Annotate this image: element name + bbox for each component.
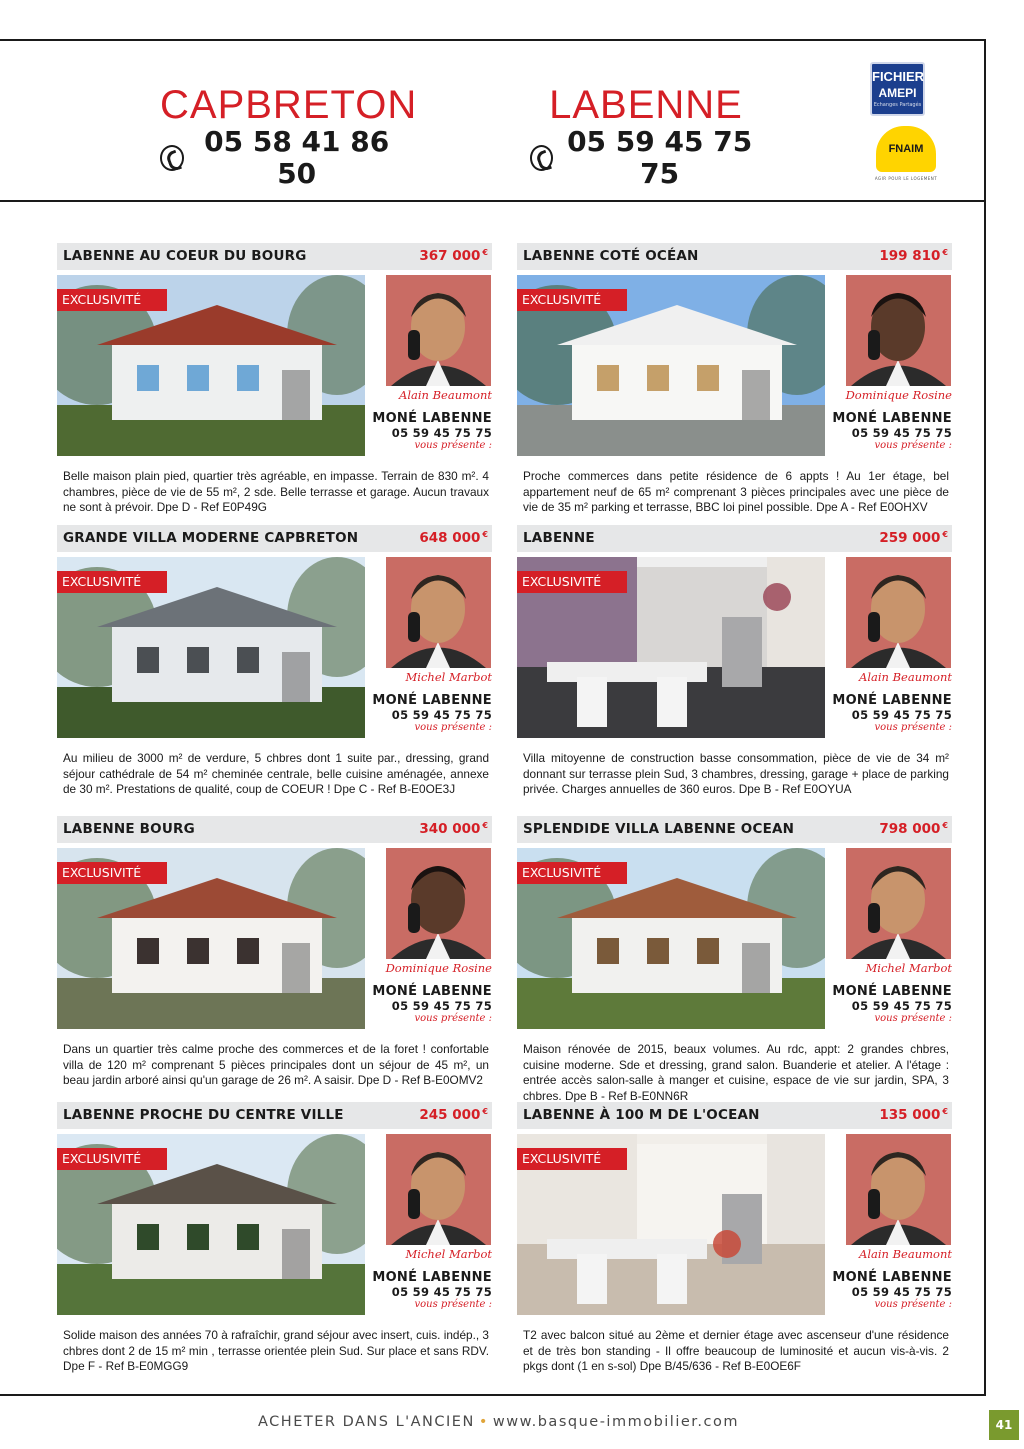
agency-phone-line: [160, 126, 405, 190]
agency-labenne: [530, 84, 762, 190]
listing-price: 367 000 €: [419, 248, 488, 264]
listing-price: 245 000 €: [419, 1107, 488, 1123]
agent-block: [372, 275, 492, 456]
listing-price: 648 000 €: [419, 530, 488, 546]
listing-description: Proche commerces dans petite résidence de 6 appts ! Au 1er étage, bel appartement neuf de 65 m² comprenant 3 pièces principales avec une pièce de vie de 35 m² parking et terrasse, BBC loi pinel possible. Dpe A - Ref E0OHXV: [523, 469, 949, 514]
listing-card[interactable]: [517, 1102, 952, 1392]
agent-block: [832, 848, 952, 1029]
listing-card[interactable]: [57, 243, 492, 533]
phone-icon: [530, 145, 553, 171]
listing-description: Belle maison plain pied, quartier très agréable, en impasse. Terrain de 830 m². 4 chambres, pièce de vie de 55 m², 2 sde. Belle terrasse et garage. Aucun travaux ne sont à prévoir. Dpe D - Ref E0P49G: [63, 469, 489, 514]
agent-block: [372, 557, 492, 738]
presente-label: vous présente :: [874, 722, 952, 733]
listing-description: Au milieu de 3000 m² de verdure, 5 chbres dont 1 suite par., dressing, grand séjour cathédrale de 54 m² cheminée centrale, belle cuisine aménagée, annexe de 30 m². Prestations de qualité, coup de COEUR ! Dpe C - Ref B-E0OE3J: [63, 751, 489, 796]
exclusivity-badge: EXCLUSIVITÉ: [57, 289, 167, 311]
listing-title: LABENNE COTÉ OCÉAN: [523, 248, 699, 264]
exclusivity-badge: EXCLUSIVITÉ: [57, 571, 167, 593]
presente-label: vous présente :: [874, 1013, 952, 1024]
agent-name: Dominique Rosine: [385, 961, 492, 975]
agent-name: Dominique Rosine: [845, 388, 952, 402]
listing-title-bar: [57, 1102, 492, 1129]
presente-label: vous présente :: [874, 1299, 952, 1310]
listing-title: LABENNE: [523, 530, 595, 546]
agency-name: MONÉ LABENNE: [832, 1270, 952, 1285]
property-photo[interactable]: [517, 275, 825, 456]
agency-name: MONÉ LABENNE: [832, 693, 952, 708]
agency-city: CAPBRETON: [160, 83, 418, 127]
listing-price: 798 000 €: [879, 821, 948, 837]
presente-label: vous présente :: [414, 722, 492, 733]
listing-title-bar: [517, 816, 952, 843]
exclusivity-badge: EXCLUSIVITÉ: [517, 862, 627, 884]
listing-title-bar: [57, 243, 492, 270]
footer-url[interactable]: www.basque-immobilier.com: [492, 1414, 739, 1430]
listing-description: T2 avec balcon situé au 2ème et dernier étage avec ascenseur d'une résidence et de très bon standing - Il offre beaucoup de luminosité et aucun vis-à-vis. 2 pkgs dont (1 en s-sol) Dpe B/45/636 - Ref B-E0OE6F: [523, 1328, 949, 1373]
listing-price: 259 000 €: [879, 530, 948, 546]
footer-tagline: ACHETER DANS L'ANCIEN • www.basque-immobilier.com: [258, 1414, 739, 1430]
agency-name: MONÉ LABENNE: [372, 693, 492, 708]
property-photo[interactable]: [517, 848, 825, 1029]
agent-block: [832, 275, 952, 456]
listing-title-bar: [517, 243, 952, 270]
property-photo[interactable]: [57, 557, 365, 738]
listing-card[interactable]: [517, 816, 952, 1106]
agency-name: MONÉ LABENNE: [832, 984, 952, 999]
listing-title-bar: [57, 525, 492, 552]
exclusivity-badge: EXCLUSIVITÉ: [57, 862, 167, 884]
exclusivity-badge: EXCLUSIVITÉ: [517, 571, 627, 593]
listing-price: 199 810 €: [879, 248, 948, 264]
presente-label: vous présente :: [414, 440, 492, 451]
agency-name: MONÉ LABENNE: [372, 411, 492, 426]
listing-card[interactable]: [57, 816, 492, 1106]
agent-name: Alain Beaumont: [859, 670, 952, 684]
agent-name: Michel Marbot: [405, 1247, 492, 1261]
agency-name: MONÉ LABENNE: [832, 411, 952, 426]
agent-block: [832, 557, 952, 738]
property-photo[interactable]: [57, 275, 365, 456]
property-photo[interactable]: [517, 1134, 825, 1315]
agent-portrait: [846, 557, 951, 668]
listing-title: SPLENDIDE VILLA LABENNE OCEAN: [523, 821, 795, 837]
exclusivity-badge: EXCLUSIVITÉ: [57, 1148, 167, 1170]
agent-name: Alain Beaumont: [399, 388, 492, 402]
agent-portrait: [386, 848, 491, 959]
agency-phone: 05 59 45 75 75: [851, 426, 952, 440]
exclusivity-badge: EXCLUSIVITÉ: [517, 1148, 627, 1170]
agency-name: MONÉ LABENNE: [372, 984, 492, 999]
presente-label: vous présente :: [874, 440, 952, 451]
agency-phone-number: 05 58 41 86 50: [204, 125, 390, 190]
agency-name: MONÉ LABENNE: [372, 1270, 492, 1285]
agency-phone: 05 59 45 75 75: [391, 1285, 492, 1299]
property-photo[interactable]: [57, 848, 365, 1029]
listing-description: Villa mitoyenne de construction basse consommation, pièce de vie de 34 m² donnant sur terrasse plein Sud, 3 chambres, dressing, garage + place de parking privée. Charges annuelles de 360 euros. Dpe B - Ref E0OYUA: [523, 751, 949, 796]
agent-portrait: [386, 1134, 491, 1245]
presente-label: vous présente :: [414, 1013, 492, 1024]
agency-phone: 05 59 45 75 75: [851, 1285, 952, 1299]
listing-description: Dans un quartier très calme proche des commerces et de la foret ! confortable villa de 120 m² comprenant 5 pièces principales dont un séjour de 45 m², un beau jardin arboré ainsi qu'un garage de 26 m². A saisir. Dpe D - Ref B-E0OMV2: [63, 1042, 489, 1087]
listing-description: Maison rénovée de 2015, beaux volumes. Au rdc, appt: 2 grandes chbres, cuisine moderne. Sde et dressing, grand salon. Buanderie et atelier. A l'étage : entrée accès salon-salle à manger et cuisine, espace de vie sur jardin, SPA, 3 chbres. Dpe B - Ref B-E0NN6R: [523, 1042, 949, 1103]
agency-phone: 05 59 45 75 75: [391, 999, 492, 1013]
listing-title: LABENNE À 100 M DE L'OCEAN: [523, 1107, 760, 1123]
presente-label: vous présente :: [414, 1299, 492, 1310]
agent-portrait: [386, 557, 491, 668]
listing-card[interactable]: [57, 525, 492, 815]
page-number: 41: [989, 1410, 1019, 1440]
listing-card[interactable]: [517, 525, 952, 815]
listing-description: Solide maison des années 70 à rafraîchir, grand séjour avec insert, cuis. indép., 3 chbres dont 2 de 15 m² min , terrasse orientée plein Sud. Sur place et sans RDV. Dpe F - Ref B-E0MGG9: [63, 1328, 489, 1373]
agency-phone-line: [530, 126, 762, 190]
agency-phone: 05 59 45 75 75: [391, 426, 492, 440]
listing-card[interactable]: [57, 1102, 492, 1392]
agency-phone: 05 59 45 75 75: [851, 999, 952, 1013]
agent-portrait: [846, 1134, 951, 1245]
agent-portrait: [386, 275, 491, 386]
listing-title: LABENNE AU COEUR DU BOURG: [63, 248, 307, 264]
agency-phone: 05 59 45 75 75: [851, 708, 952, 722]
agent-portrait: [846, 275, 951, 386]
listing-title-bar: [517, 1102, 952, 1129]
agent-name: Michel Marbot: [865, 961, 952, 975]
agency-phone: 05 59 45 75 75: [391, 708, 492, 722]
agent-block: [372, 848, 492, 1029]
agent-block: [832, 1134, 952, 1315]
agent-block: [372, 1134, 492, 1315]
agent-name: Alain Beaumont: [859, 1247, 952, 1261]
listing-price: 340 000 €: [419, 821, 488, 837]
listing-title-bar: [57, 816, 492, 843]
listing-title: LABENNE PROCHE DU CENTRE VILLE: [63, 1107, 344, 1123]
agency-phone-number: 05 59 45 75 75: [567, 125, 753, 190]
agent-name: Michel Marbot: [405, 670, 492, 684]
agency-capbreton: [160, 83, 418, 190]
exclusivity-badge: EXCLUSIVITÉ: [517, 289, 627, 311]
property-photo[interactable]: [57, 1134, 365, 1315]
agent-portrait: [846, 848, 951, 959]
listing-price: 135 000 €: [879, 1107, 948, 1123]
property-photo[interactable]: [517, 557, 825, 738]
listing-title: LABENNE BOURG: [63, 821, 195, 837]
phone-icon: [160, 145, 184, 171]
header-band: [0, 39, 986, 202]
fichier-amepi-logo: FICHIER AMEPI Echanges Partagés: [870, 62, 925, 116]
listing-card[interactable]: [517, 243, 952, 533]
fnaim-logo: FNAIM AGIR POUR LE LOGEMENT: [870, 126, 942, 184]
listing-title: GRANDE VILLA MODERNE CAPBRETON: [63, 530, 359, 546]
agency-city: LABENNE: [549, 83, 743, 127]
listing-title-bar: [517, 525, 952, 552]
